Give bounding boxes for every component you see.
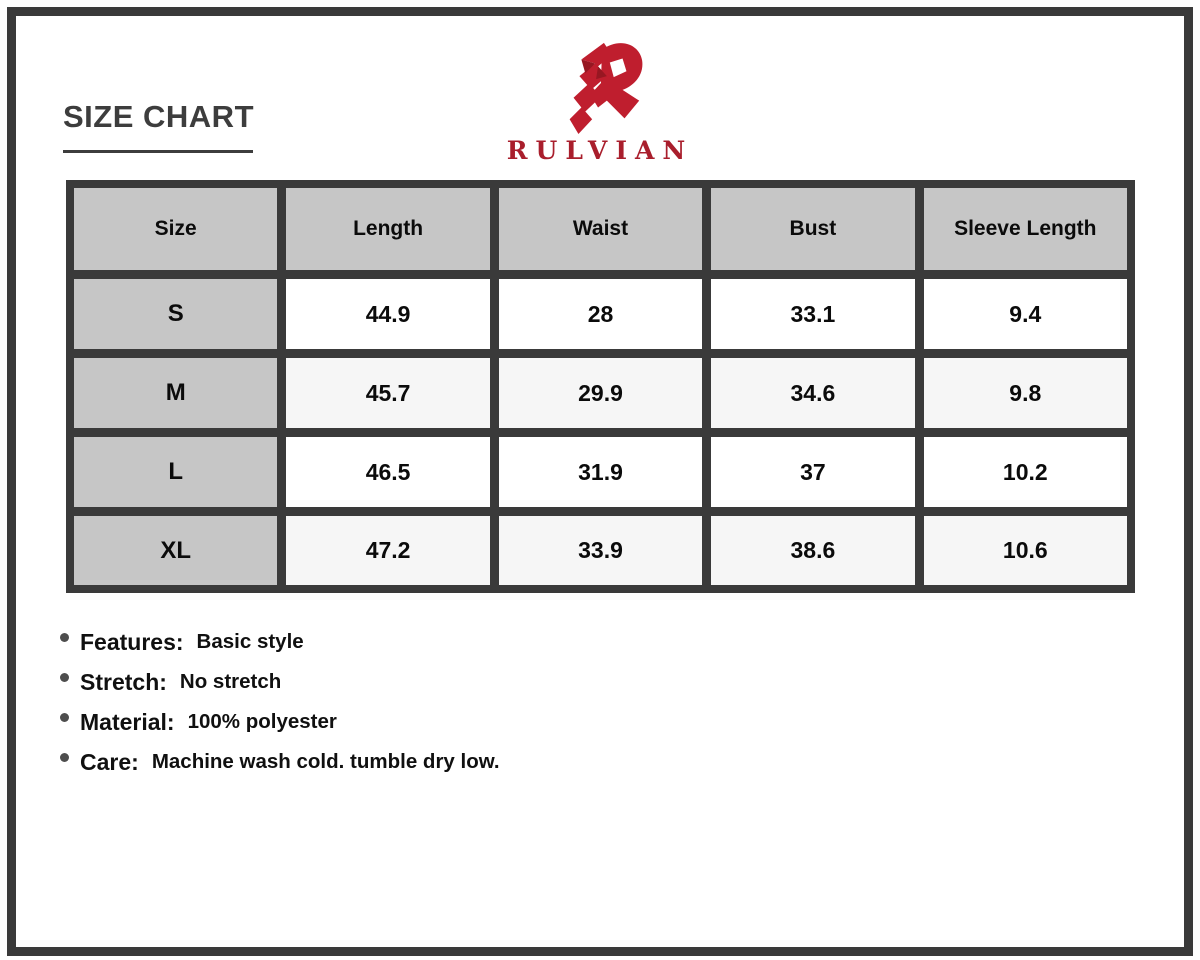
brand-logo <box>0 36 1200 165</box>
detail-value: Basic style <box>196 630 304 653</box>
table-cell: 46.5 <box>286 437 489 507</box>
table-cell: 37 <box>711 437 914 507</box>
detail-value: 100% polyester <box>187 710 337 733</box>
bullet-icon <box>60 753 69 762</box>
table-cell: 45.7 <box>286 358 489 428</box>
bullet-icon <box>60 633 69 642</box>
size-chart-table <box>66 180 1135 593</box>
page-title: SIZE CHART <box>63 99 254 134</box>
column-header-sleeve-length: Sleeve Length <box>924 188 1127 270</box>
row-header-xl: XL <box>74 516 277 585</box>
detail-label: Care: <box>80 748 139 775</box>
table-cell: 33.9 <box>499 516 702 585</box>
row-header-m: M <box>74 358 277 428</box>
detail-value: No stretch <box>179 670 282 693</box>
bullet-icon <box>60 673 69 682</box>
table-cell: 28 <box>499 279 702 349</box>
detail-label: Material: <box>80 708 175 735</box>
table-cell: 9.4 <box>924 279 1127 349</box>
table-cell: 33.1 <box>711 279 914 349</box>
column-header-length: Length <box>286 188 489 270</box>
detail-label: Features: <box>80 628 184 655</box>
table-cell: 9.8 <box>924 358 1127 428</box>
detail-label: Stretch: <box>80 668 167 695</box>
detail-item-material <box>60 702 500 742</box>
detail-item-care <box>60 742 500 782</box>
table-cell: 47.2 <box>286 516 489 585</box>
detail-item-features <box>60 622 500 662</box>
angular-r-logo-icon <box>549 36 651 134</box>
row-header-s: S <box>74 279 277 349</box>
table-cell: 44.9 <box>286 279 489 349</box>
details-list <box>60 622 500 782</box>
table-cell: 10.6 <box>924 516 1127 585</box>
table-cell: 34.6 <box>711 358 914 428</box>
column-header-waist: Waist <box>499 188 702 270</box>
table-cell: 38.6 <box>711 516 914 585</box>
detail-value: Machine wash cold. tumble dry low. <box>151 750 500 773</box>
detail-item-stretch <box>60 662 500 702</box>
column-header-size: Size <box>74 188 277 270</box>
brand-wordmark: RULVIAN <box>506 136 694 165</box>
row-header-l: L <box>74 437 277 507</box>
column-header-bust: Bust <box>711 188 914 270</box>
table-cell: 31.9 <box>499 437 702 507</box>
bullet-icon <box>60 713 69 722</box>
table-cell: 10.2 <box>924 437 1127 507</box>
table-cell: 29.9 <box>499 358 702 428</box>
